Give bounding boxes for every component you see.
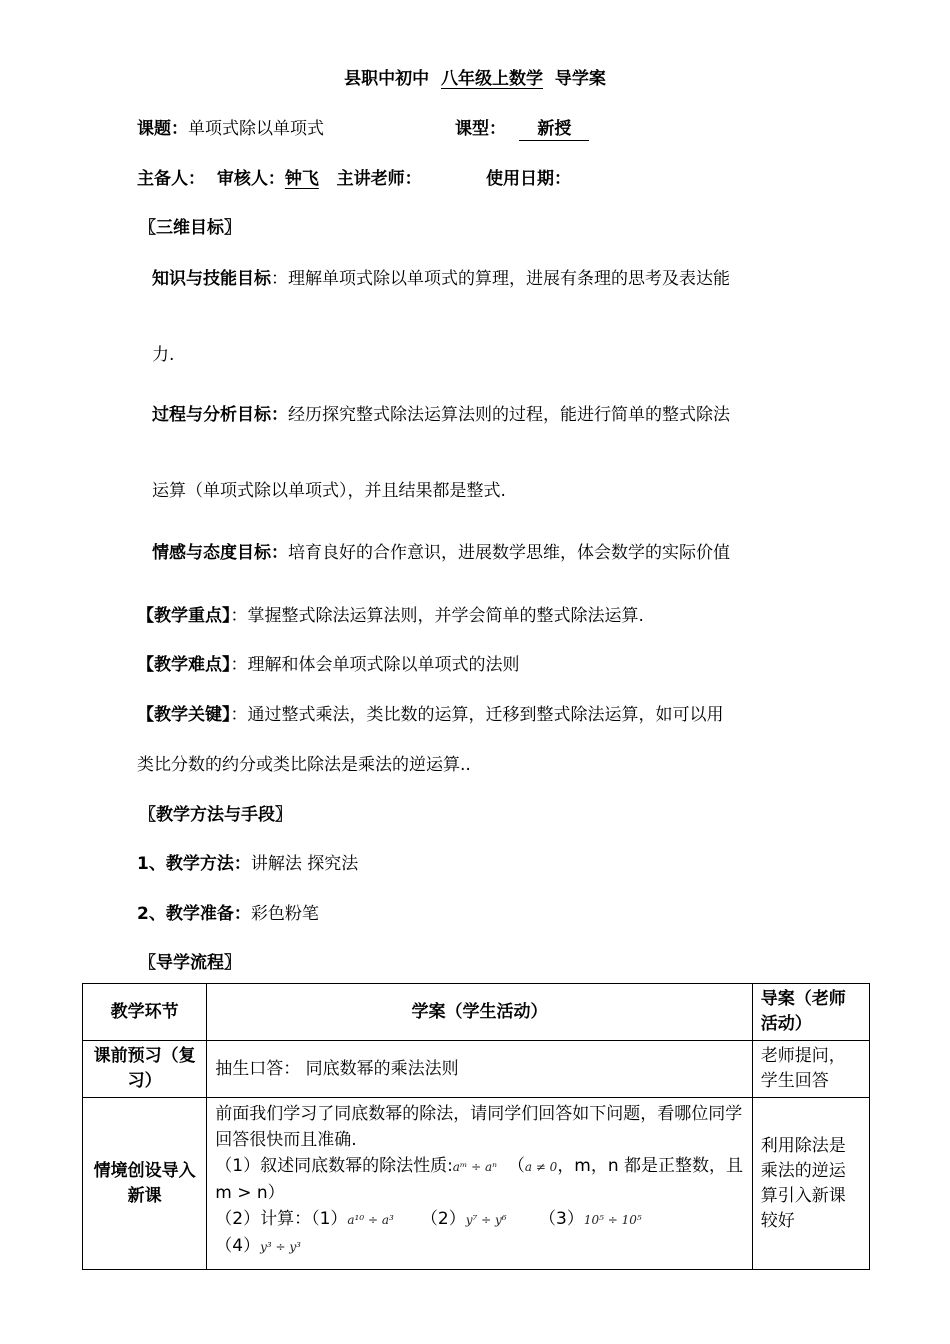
row1-student-activity: 抽生口答： 同底数幂的乘法法则	[207, 1041, 753, 1098]
grade-subject: 八年级上数学	[441, 69, 543, 89]
row2-q1-rest: ，m，n 都是正整数，且 m > n）	[215, 1156, 744, 1203]
row2-q2-4-label: （4）	[215, 1236, 261, 1256]
teaching-key-line2: 类比分数的约分或类比除法是乘法的逆运算..	[137, 755, 471, 775]
teaching-prep-text: 彩色粉笔	[250, 904, 319, 924]
teaching-focus-text: ：掌握整式除法运算法则，并学会简单的整式除法运算.	[230, 606, 644, 626]
row2-q2-2-label: （2）	[420, 1209, 466, 1229]
teaching-prep-line	[137, 899, 319, 924]
process-goal-line1	[152, 400, 730, 425]
row2-intro: 前面我们学习了同底数幂的除法，请同学们回答如下问题，看哪位同学回答很快而且准确.	[215, 1104, 743, 1150]
knowledge-goal-line2: 力.	[152, 345, 175, 365]
topic-value: 单项式除以单项式	[188, 119, 324, 139]
emotion-goal-line	[152, 538, 730, 563]
row2-q1-text: （1）叙述同底数幂的除法性质:	[215, 1156, 453, 1176]
row2-question2	[215, 1206, 744, 1233]
row2-q2-label: （2）计算：	[215, 1209, 312, 1229]
emotion-goal-text: 培育良好的合作意识，进展数学思维，体会数学的实际价值	[288, 543, 730, 563]
date-label: 使用日期：	[486, 169, 571, 189]
row2-q1-condition: a ≠ 0	[524, 1160, 558, 1174]
teaching-method-label: 1、教学方法：	[137, 854, 251, 874]
reviewer-label: 审核人：	[216, 169, 285, 189]
teaching-difficulty-label: 【教学难点】	[137, 655, 231, 675]
teaching-focus-line	[137, 601, 644, 626]
knowledge-goal-line1	[152, 264, 730, 289]
row2-q2-2-formula: y⁷ ÷ y⁶	[465, 1213, 507, 1227]
row2-question1	[215, 1153, 744, 1206]
row1-teacher-activity: 老师提问，学生回答	[752, 1041, 869, 1098]
teaching-focus-label: 【教学重点】	[137, 606, 231, 626]
row2-q2-4-formula: y³ ÷ y³	[260, 1240, 301, 1254]
lesson-type-line	[455, 114, 589, 141]
staff-line	[137, 164, 422, 189]
header-stage: 教学环节	[83, 984, 207, 1041]
methods-heading: 〖教学方法与手段〗	[139, 805, 292, 825]
teaching-method-text: 讲解法 探究法	[250, 854, 359, 874]
teaching-difficulty-text: ：理解和体会单项式除以单项式的法则	[230, 655, 520, 675]
teaching-method-line	[137, 849, 358, 874]
teacher-label: 主讲老师：	[336, 169, 422, 189]
row2-teacher-activity: 利用除法是乘法的逆运算引入新课较好	[752, 1098, 869, 1270]
row2-q1-formula: aᵐ ÷ aⁿ	[452, 1160, 498, 1174]
knowledge-goal-text: ：理解单项式除以单项式的算理，进展有条理的思考及表达能	[271, 269, 730, 289]
row2-stage: 情境创设导入新课	[83, 1098, 207, 1270]
row1-stage: 课前预习（复习）	[83, 1041, 207, 1098]
topic-line	[137, 114, 324, 139]
row2-q2-1-label: （1）	[311, 1209, 348, 1229]
lesson-type-value: 新授	[519, 119, 589, 141]
header-teacher-activity: 导案（老师活动）	[752, 984, 869, 1041]
header-student-activity: 学案（学生活动）	[207, 984, 753, 1041]
row2-question2-item4	[215, 1233, 744, 1260]
topic-label: 课题：	[137, 119, 188, 139]
document-title	[0, 64, 950, 89]
process-goal-line2: 运算（单项式除以单项式），并且结果都是整式.	[152, 481, 506, 501]
reviewer-name: 钟飞	[284, 169, 319, 189]
school-name: 县职中初中	[344, 69, 430, 89]
teaching-key-line1	[137, 700, 724, 725]
preparer-label: 主备人：	[137, 169, 205, 189]
lesson-flow-table	[82, 983, 870, 1270]
table-header-row	[83, 984, 870, 1041]
row2-q2-3-label: （3）	[539, 1209, 584, 1229]
teaching-prep-label: 2、教学准备：	[137, 904, 251, 924]
teaching-key-text: ：通过整式乘法，类比数的运算，迁移到整式除法运算，如可以用	[230, 705, 724, 725]
row2-q2-1-formula: a¹⁰ ÷ a³	[347, 1213, 394, 1227]
process-goal-text: 经历探究整式除法运算法则的过程，能进行简单的整式除法	[288, 405, 730, 425]
row2-q1-paren: （	[507, 1156, 525, 1176]
flow-heading: 〖导学流程〗	[139, 953, 241, 973]
table-row	[83, 1098, 870, 1270]
teaching-difficulty-line	[137, 650, 520, 675]
emotion-goal-label: 情感与态度目标：	[152, 543, 288, 563]
teaching-key-label: 【教学关键】	[137, 705, 231, 725]
lesson-type-label: 课型：	[455, 119, 506, 139]
table-row	[83, 1041, 870, 1098]
row2-student-activity	[207, 1098, 753, 1270]
row2-q2-3-formula: 10⁵ ÷ 10⁵	[583, 1213, 642, 1227]
doc-type: 导学案	[554, 69, 606, 89]
goals-heading: 〖三维目标〗	[139, 218, 241, 238]
knowledge-goal-label: 知识与技能目标	[152, 269, 271, 289]
process-goal-label: 过程与分析目标：	[152, 405, 288, 425]
